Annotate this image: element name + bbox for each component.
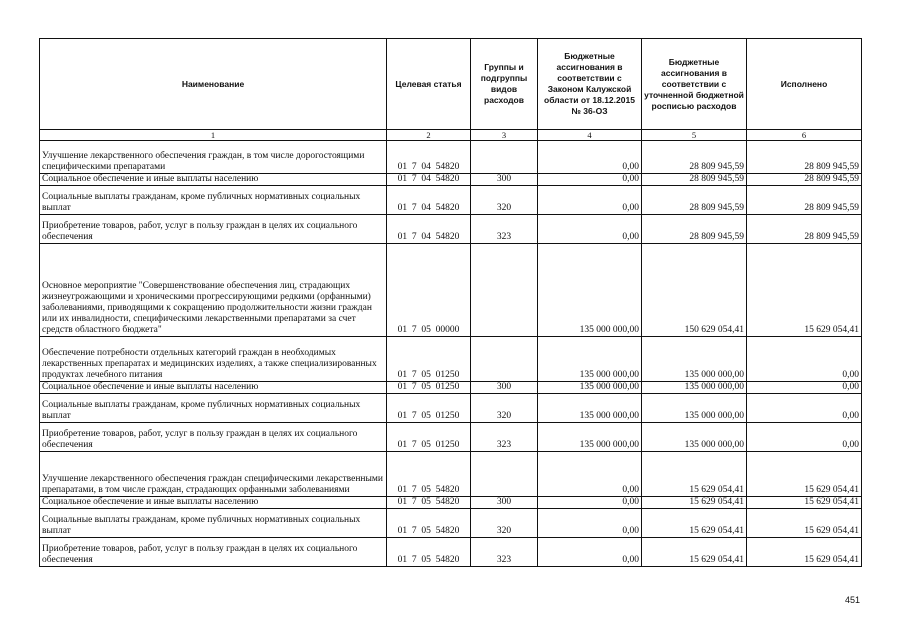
column-number: 4 xyxy=(538,130,642,141)
column-number: 2 xyxy=(387,130,471,141)
row-name: Социальные выплаты гражданам, кроме публичных нормативных социальных выплат xyxy=(40,186,387,215)
column-number: 3 xyxy=(471,130,538,141)
row-law-amount: 0,00 xyxy=(538,186,642,215)
row-executed-amount: 28 809 945,59 xyxy=(747,174,862,186)
header-executed: Исполнено xyxy=(747,39,862,130)
row-executed-amount: 28 809 945,59 xyxy=(747,186,862,215)
row-name: Социальное обеспечение и иные выплаты населению xyxy=(40,382,387,394)
row-target-code: 01 7 05 01250 xyxy=(387,423,471,452)
row-refined-amount: 15 629 054,41 xyxy=(642,538,747,567)
column-number: 1 xyxy=(40,130,387,141)
table-row xyxy=(40,174,862,186)
budget-table xyxy=(39,38,862,567)
table-row xyxy=(40,497,862,509)
row-name: Улучшение лекарственного обеспечения граждан, в том числе дорогостоящими специфическими препаратами xyxy=(40,141,387,174)
row-refined-amount: 135 000 000,00 xyxy=(642,382,747,394)
page-number: 451 xyxy=(844,595,860,605)
row-refined-amount: 28 809 945,59 xyxy=(642,186,747,215)
row-target-code: 01 7 05 01250 xyxy=(387,382,471,394)
row-target-code: 01 7 05 54820 xyxy=(387,497,471,509)
row-name: Социальное обеспечение и иные выплаты населению xyxy=(40,497,387,509)
row-law-amount: 0,00 xyxy=(538,174,642,186)
row-law-amount: 135 000 000,00 xyxy=(538,423,642,452)
row-law-amount: 135 000 000,00 xyxy=(538,337,642,382)
row-group-code: 320 xyxy=(471,394,538,423)
header-row xyxy=(40,39,862,130)
row-refined-amount: 135 000 000,00 xyxy=(642,394,747,423)
row-target-code: 01 7 05 54820 xyxy=(387,509,471,538)
row-law-amount: 0,00 xyxy=(538,215,642,244)
row-target-code: 01 7 05 54820 xyxy=(387,452,471,497)
row-group-code xyxy=(471,244,538,337)
table-row xyxy=(40,382,862,394)
row-executed-amount: 28 809 945,59 xyxy=(747,141,862,174)
row-law-amount: 135 000 000,00 xyxy=(538,244,642,337)
table-row xyxy=(40,509,862,538)
row-target-code: 01 7 05 00000 xyxy=(387,244,471,337)
row-executed-amount: 0,00 xyxy=(747,394,862,423)
row-refined-amount: 15 629 054,41 xyxy=(642,509,747,538)
row-target-code: 01 7 04 54820 xyxy=(387,174,471,186)
row-name: Приобретение товаров, работ, услуг в пользу граждан в целях их социального обеспечения xyxy=(40,423,387,452)
row-refined-amount: 135 000 000,00 xyxy=(642,337,747,382)
row-name: Обеспечение потребности отдельных категорий граждан в необходимых лекарственных препаратах и медицинских изделиях, а также специализированных продуктах лечебного питания xyxy=(40,337,387,382)
row-refined-amount: 135 000 000,00 xyxy=(642,423,747,452)
row-group-code: 300 xyxy=(471,382,538,394)
header-law: Бюджетные ассигнования в соответствии с Законом Калужской области от 18.12.2015 № 36-ОЗ xyxy=(538,39,642,130)
row-target-code: 01 7 04 54820 xyxy=(387,186,471,215)
row-name: Приобретение товаров, работ, услуг в пользу граждан в целях их социального обеспечения xyxy=(40,538,387,567)
row-refined-amount: 150 629 054,41 xyxy=(642,244,747,337)
row-law-amount: 0,00 xyxy=(538,538,642,567)
row-target-code: 01 7 05 01250 xyxy=(387,394,471,423)
row-refined-amount: 28 809 945,59 xyxy=(642,141,747,174)
row-executed-amount: 15 629 054,41 xyxy=(747,497,862,509)
row-executed-amount: 28 809 945,59 xyxy=(747,215,862,244)
row-law-amount: 0,00 xyxy=(538,141,642,174)
row-executed-amount: 15 629 054,41 xyxy=(747,509,862,538)
row-law-amount: 0,00 xyxy=(538,509,642,538)
row-group-code: 323 xyxy=(471,215,538,244)
row-target-code: 01 7 04 54820 xyxy=(387,141,471,174)
row-name: Социальные выплаты гражданам, кроме публичных нормативных социальных выплат xyxy=(40,509,387,538)
table-row xyxy=(40,186,862,215)
column-number-row xyxy=(40,130,862,141)
row-name: Приобретение товаров, работ, услуг в пользу граждан в целях их социального обеспечения xyxy=(40,215,387,244)
header-target: Целевая статья xyxy=(387,39,471,130)
row-name: Социальное обеспечение и иные выплаты населению xyxy=(40,174,387,186)
row-group-code xyxy=(471,141,538,174)
row-refined-amount: 15 629 054,41 xyxy=(642,452,747,497)
row-refined-amount: 15 629 054,41 xyxy=(642,497,747,509)
budget-table-sheet xyxy=(39,38,862,567)
row-refined-amount: 28 809 945,59 xyxy=(642,174,747,186)
row-executed-amount: 0,00 xyxy=(747,337,862,382)
row-group-code: 300 xyxy=(471,174,538,186)
row-group-code: 320 xyxy=(471,186,538,215)
header-refined: Бюджетные ассигнования в соответствии с уточненной бюджетной росписью расходов xyxy=(642,39,747,130)
table-row xyxy=(40,394,862,423)
row-target-code: 01 7 05 01250 xyxy=(387,337,471,382)
row-group-code xyxy=(471,452,538,497)
row-refined-amount: 28 809 945,59 xyxy=(642,215,747,244)
row-law-amount: 135 000 000,00 xyxy=(538,394,642,423)
table-row xyxy=(40,423,862,452)
table-row xyxy=(40,244,862,337)
row-executed-amount: 0,00 xyxy=(747,382,862,394)
row-executed-amount: 15 629 054,41 xyxy=(747,538,862,567)
row-law-amount: 0,00 xyxy=(538,497,642,509)
row-name: Социальные выплаты гражданам, кроме публичных нормативных социальных выплат xyxy=(40,394,387,423)
row-group-code xyxy=(471,337,538,382)
column-number: 6 xyxy=(747,130,862,141)
row-executed-amount: 15 629 054,41 xyxy=(747,244,862,337)
header-name: Наименование xyxy=(40,39,387,130)
row-target-code: 01 7 04 54820 xyxy=(387,215,471,244)
row-group-code: 300 xyxy=(471,497,538,509)
row-law-amount: 0,00 xyxy=(538,452,642,497)
row-group-code: 323 xyxy=(471,538,538,567)
table-row xyxy=(40,452,862,497)
table-row xyxy=(40,538,862,567)
row-law-amount: 135 000 000,00 xyxy=(538,382,642,394)
row-name: Основное мероприятие "Совершенствование обеспечения лиц, страдающих жизнеугрожающими и хроническими прогрессирующими редкими (орфанными) заболеваниями, приводящими к сокращению продолжительности жизни граждан или их инвалидности, специфическими лекарственными препаратами за счет средств областного бюджета" xyxy=(40,244,387,337)
table-row xyxy=(40,215,862,244)
column-number: 5 xyxy=(642,130,747,141)
row-name: Улучшение лекарственного обеспечения граждан специфическими лекарственными препаратами, в том числе граждан, страдающих орфанными заболеваниями xyxy=(40,452,387,497)
row-group-code: 320 xyxy=(471,509,538,538)
row-executed-amount: 0,00 xyxy=(747,423,862,452)
row-target-code: 01 7 05 54820 xyxy=(387,538,471,567)
table-row xyxy=(40,337,862,382)
header-groups: Группы и подгруппы видов расходов xyxy=(471,39,538,130)
table-row xyxy=(40,141,862,174)
row-group-code: 323 xyxy=(471,423,538,452)
row-executed-amount: 15 629 054,41 xyxy=(747,452,862,497)
